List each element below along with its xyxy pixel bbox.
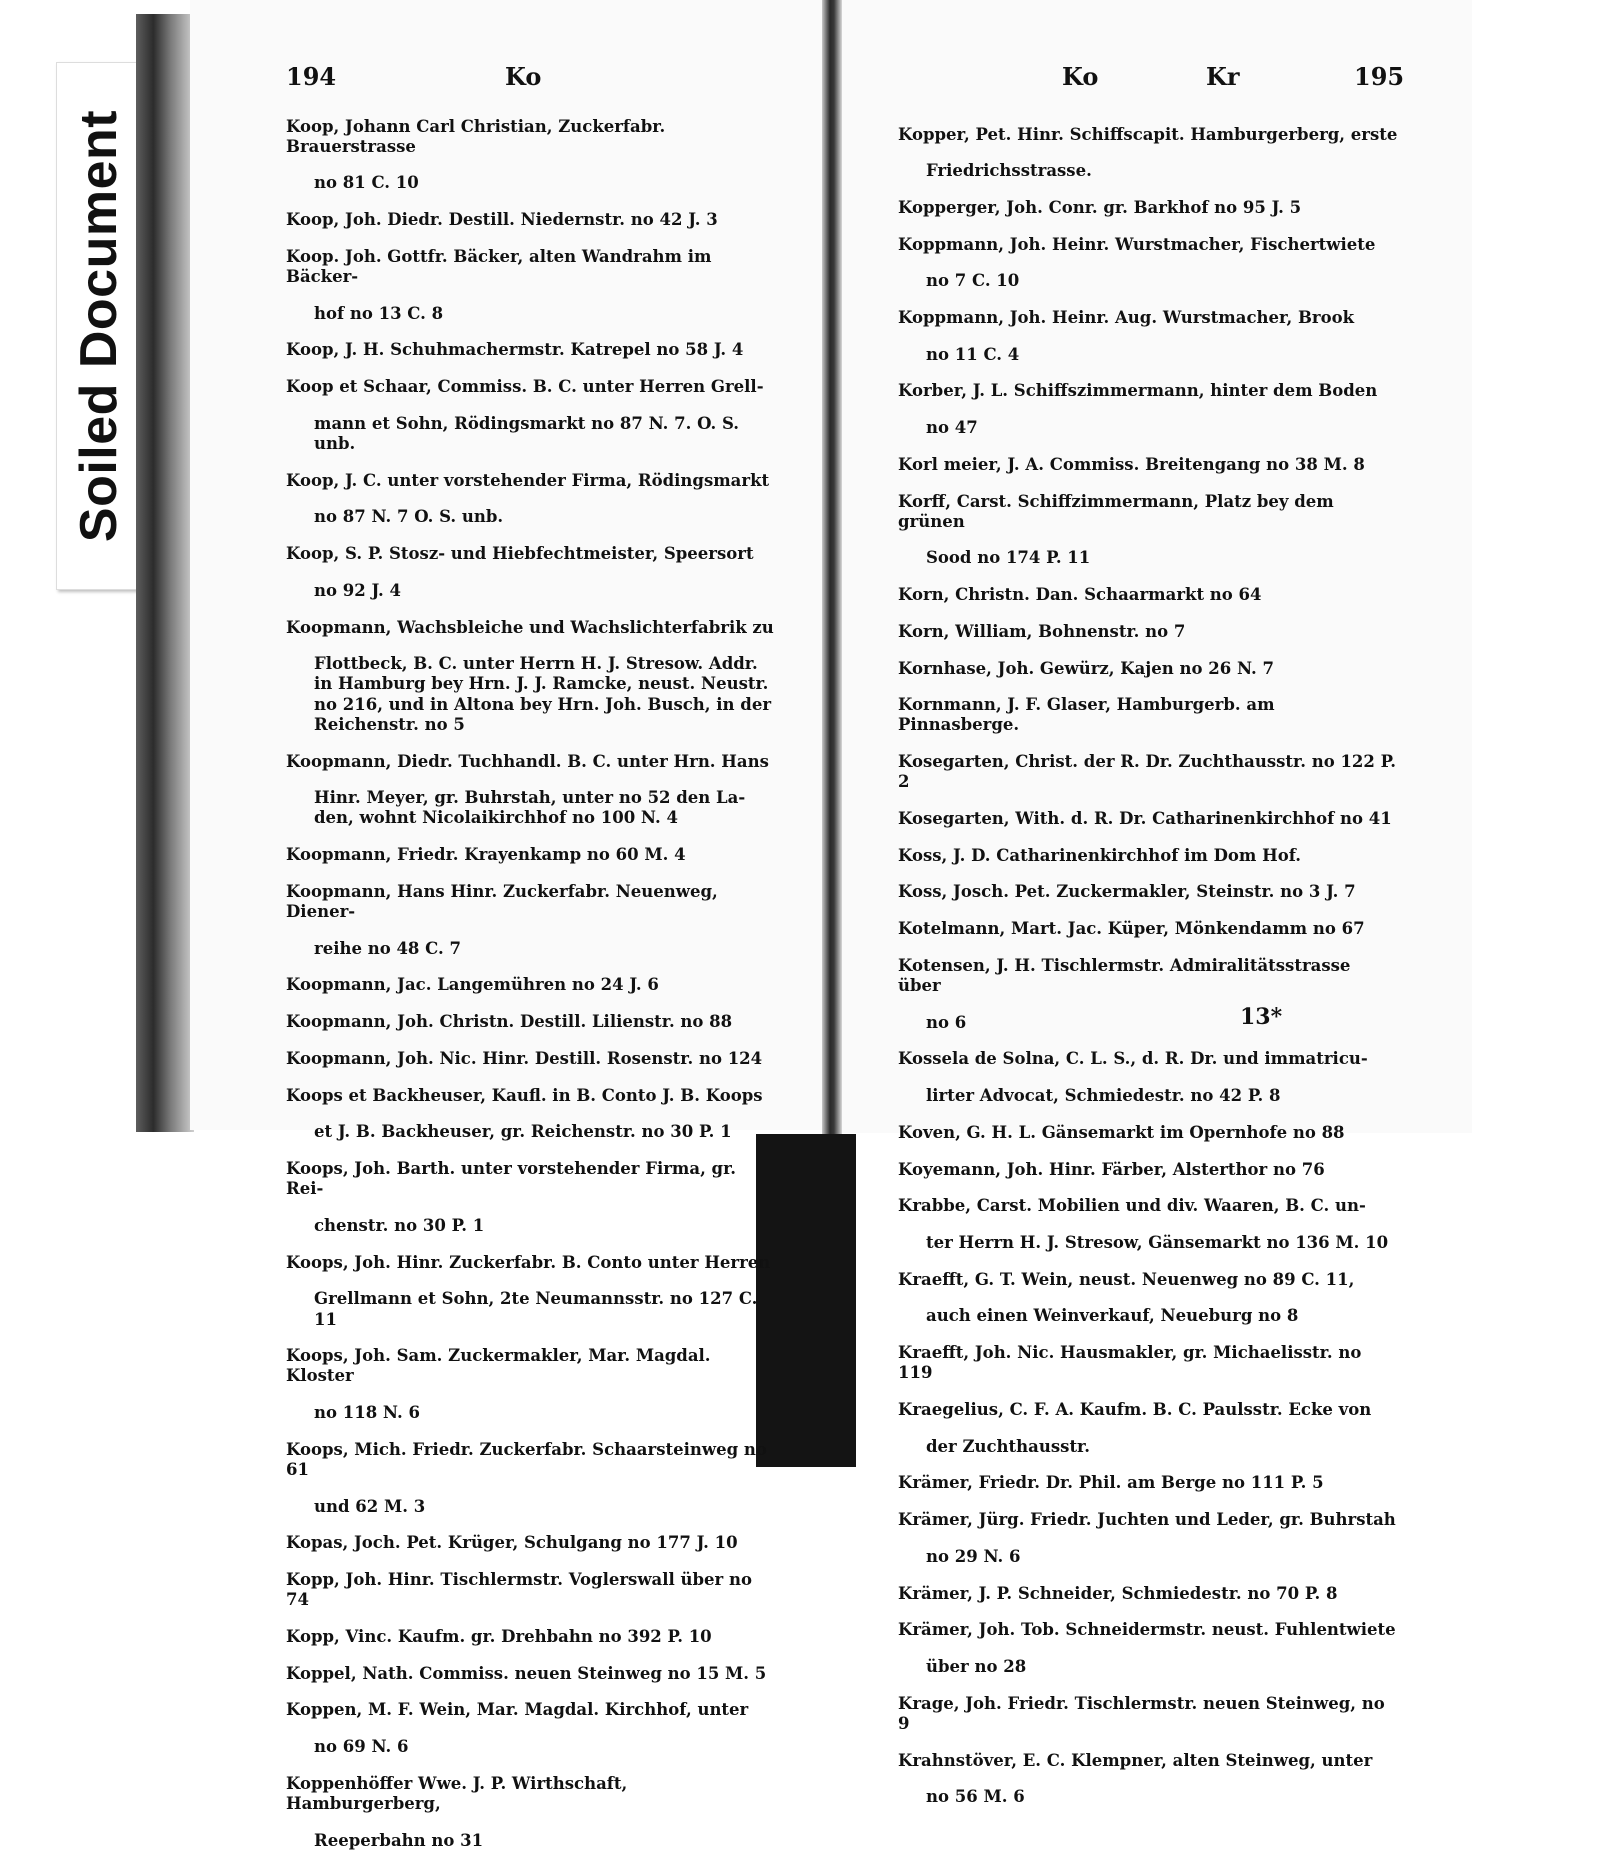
right-page-number: 195 xyxy=(1354,62,1405,91)
entry-continuation: den, wohnt Nicolaikirchhof no 100 N. 4 xyxy=(314,808,678,828)
directory-entry xyxy=(286,1086,776,1143)
entry-line: Krage, Joh. Friedr. Tischlermstr. neuen Steinweg, no 9 xyxy=(898,1693,1385,1733)
entry-continuation: und 62 M. 3 xyxy=(314,1496,426,1516)
directory-entry xyxy=(898,455,1398,475)
left-entry-list xyxy=(286,100,776,1851)
left-page-number: 194 xyxy=(286,62,337,91)
entry-line: Koopmann, Jac. Langemühren no 24 J. 6 xyxy=(286,975,659,995)
directory-entry xyxy=(286,1627,776,1647)
entry-line: Korl meier, J. A. Commiss. Breitengang no 38 M. 8 xyxy=(898,454,1365,474)
entry-line: Koss, J. D. Catharinenkirchhof im Dom Hof. xyxy=(898,845,1301,865)
entry-line: Koops, Joh. Sam. Zuckermakler, Mar. Magdal. Kloster xyxy=(286,1346,711,1386)
signature-mark: 13* xyxy=(1240,1004,1283,1030)
directory-entry xyxy=(286,845,776,865)
directory-entry xyxy=(898,381,1398,438)
directory-entry xyxy=(898,1160,1398,1180)
directory-entry xyxy=(898,809,1398,829)
directory-entry xyxy=(898,659,1398,679)
entry-continuation: no 81 C. 10 xyxy=(314,173,419,193)
directory-entry xyxy=(898,846,1398,866)
directory-entry xyxy=(286,1253,776,1330)
directory-entry xyxy=(286,544,776,601)
entry-line: Krämer, Jürg. Friedr. Juchten und Leder, gr. Buhrstah xyxy=(898,1510,1396,1530)
entry-line: Koppmann, Joh. Heinr. Aug. Wurstmacher, Brook xyxy=(898,308,1355,328)
entry-line: Kossela de Solna, C. L. S., d. R. Dr. und immatricu- xyxy=(898,1049,1368,1069)
directory-entry xyxy=(898,1270,1398,1327)
directory-entry xyxy=(286,1049,776,1069)
entry-continuation: no 216, und in Altona bey Hrn. Joh. Busch, in der xyxy=(314,694,772,714)
soiled-document-label xyxy=(56,62,142,590)
directory-entry xyxy=(898,198,1398,218)
entry-continuation: in Hamburg bey Hrn. J. J. Ramcke, neust. Neustr. xyxy=(314,674,769,694)
entry-continuation: Friedrichsstrasse. xyxy=(926,161,1092,181)
entry-line: Koops et Backheuser, Kaufl. in B. Conto J. B. Koops xyxy=(286,1085,763,1105)
entry-line: Kosegarten, With. d. R. Dr. Catharinenkirchhof no 41 xyxy=(898,809,1392,829)
directory-entry xyxy=(898,125,1398,182)
entry-line: Korff, Carst. Schiffzimmermann, Platz bey dem grünen xyxy=(898,491,1334,531)
entry-line: Koop, S. P. Stosz- und Hiebfechtmeister, Speersort xyxy=(286,544,754,564)
entry-line: Koven, G. H. L. Gänsemarkt im Opernhofe no 88 xyxy=(898,1122,1345,1142)
right-running-head-ko: Ko xyxy=(1062,62,1099,91)
entry-continuation: no 6 xyxy=(926,1012,967,1032)
entry-line: Koops, Joh. Barth. unter vorstehender Firma, gr. Rei- xyxy=(286,1159,737,1199)
entry-continuation: ter Herrn H. J. Stresow, Gänsemarkt no 136 M. 10 xyxy=(926,1233,1389,1252)
entry-line: Koop et Schaar, Commiss. B. C. unter Herren Grell- xyxy=(286,377,764,397)
directory-entry xyxy=(898,956,1398,1033)
entry-line: Koops, Mich. Friedr. Zuckerfabr. Schaarsteinweg no 61 xyxy=(286,1439,767,1480)
entry-continuation: no 47 xyxy=(926,418,978,438)
entry-line: Krabbe, Carst. Mobilien und div. Waaren, B. C. un- xyxy=(898,1196,1366,1216)
directory-entry xyxy=(898,1343,1398,1383)
entry-continuation: mann et Sohn, Rödingsmarkt no 87 N. 7. O. S. unb. xyxy=(314,413,740,454)
book-edge xyxy=(136,14,194,1132)
entry-line: Kopas, Joch. Pet. Krüger, Schulgang no 177 J. 10 xyxy=(286,1533,738,1553)
entry-line: Kotelmann, Mart. Jac. Küper, Mönkendamm no 67 xyxy=(898,919,1365,939)
directory-entry xyxy=(286,1346,776,1423)
directory-entry xyxy=(898,1196,1398,1253)
entry-line: Kraegelius, C. F. A. Kaufm. B. C. Paulsstr. Ecke von xyxy=(898,1400,1372,1420)
entry-line: Kopp, Joh. Hinr. Tischlermstr. Voglerswall über no 74 xyxy=(286,1570,752,1610)
entry-line: Krämer, J. P. Schneider, Schmiedestr. no 70 P. 8 xyxy=(898,1583,1338,1603)
entry-line: Krahnstöver, E. C. Klempner, alten Steinweg, unter xyxy=(898,1750,1373,1770)
entry-line: Kraefft, Joh. Nic. Hausmakler, gr. Michaelisstr. no 119 xyxy=(898,1343,1362,1383)
directory-entry xyxy=(286,882,776,959)
entry-line: Koop, Joh. Diedr. Destill. Niedernstr. no 42 J. 3 xyxy=(286,210,718,230)
entry-continuation: Flottbeck, B. C. unter Herrn H. J. Stresow. Addr. xyxy=(314,654,758,674)
directory-entry xyxy=(898,1751,1398,1808)
entry-line: Kosegarten, Christ. der R. Dr. Zuchthausstr. no 122 P. 2 xyxy=(898,752,1397,792)
directory-entry xyxy=(286,1159,776,1236)
entry-continuation: no 11 C. 4 xyxy=(926,344,1020,364)
directory-entry xyxy=(898,1400,1398,1457)
directory-entry xyxy=(286,471,776,528)
entry-line: Koop. Joh. Gottfr. Bäcker, alten Wandrahm im Bäcker- xyxy=(286,246,712,287)
directory-entry xyxy=(898,492,1398,569)
directory-entry xyxy=(286,377,776,454)
directory-entry xyxy=(898,1620,1398,1677)
entry-line: Koppen, M. F. Wein, Mar. Magdal. Kirchhof, unter xyxy=(286,1700,749,1720)
directory-entry xyxy=(898,308,1398,365)
entry-line: Koop, Johann Carl Christian, Zuckerfabr. Brauerstrasse xyxy=(286,116,666,156)
directory-entry xyxy=(286,1664,776,1684)
directory-entry xyxy=(286,1570,776,1610)
entry-continuation: hof no 13 C. 8 xyxy=(314,303,444,323)
entry-line: Koops, Joh. Hinr. Zuckerfabr. B. Conto unter Herren xyxy=(286,1252,771,1272)
entry-continuation: chenstr. no 30 P. 1 xyxy=(314,1215,485,1235)
entry-continuation: reihe no 48 C. 7 xyxy=(314,938,461,958)
entry-continuation: no 7 C. 10 xyxy=(926,271,1020,291)
directory-entry xyxy=(286,1700,776,1757)
directory-entry xyxy=(286,1533,776,1553)
entry-line: Koop, J. H. Schuhmachermstr. Katrepel no 58 J. 4 xyxy=(286,340,744,360)
directory-entry xyxy=(898,1123,1398,1143)
entry-line: Koopmann, Diedr. Tuchhandl. B. C. unter Hrn. Hans xyxy=(286,751,769,771)
directory-entry xyxy=(898,695,1398,735)
entry-line: Korn, Christn. Dan. Schaarmarkt no 64 xyxy=(898,585,1262,605)
directory-entry xyxy=(286,752,776,829)
directory-entry xyxy=(898,622,1398,642)
entry-line: Kornhase, Joh. Gewürz, Kajen no 26 N. 7 xyxy=(898,658,1274,678)
entry-continuation: auch einen Weinverkauf, Neueburg no 8 xyxy=(926,1306,1299,1326)
directory-entry xyxy=(898,1510,1398,1567)
entry-line: Krämer, Friedr. Dr. Phil. am Berge no 111 P. 5 xyxy=(898,1473,1324,1493)
directory-entry xyxy=(286,210,776,230)
entry-continuation: no 87 N. 7 O. S. unb. xyxy=(314,507,504,527)
entry-continuation: lirter Advocat, Schmiedestr. no 42 P. 8 xyxy=(926,1086,1281,1106)
entry-line: Kornmann, J. F. Glaser, Hamburgerb. am Pinnasberge. xyxy=(898,695,1275,735)
entry-line: Korn, William, Bohnenstr. no 7 xyxy=(898,621,1186,641)
directory-entry xyxy=(286,618,776,736)
book-gutter xyxy=(822,0,842,1134)
right-entry-list xyxy=(898,108,1398,1807)
directory-entry xyxy=(286,1012,776,1032)
directory-entry xyxy=(898,1694,1398,1734)
entry-line: Koss, Josch. Pet. Zuckermakler, Steinstr. no 3 J. 7 xyxy=(898,882,1356,902)
directory-entry xyxy=(898,1049,1398,1106)
right-running-head-kr: Kr xyxy=(1206,62,1240,91)
directory-entry xyxy=(286,247,776,324)
entry-line: Krämer, Joh. Tob. Schneidermstr. neust. Fuhlentwiete xyxy=(898,1620,1396,1640)
directory-entry xyxy=(898,585,1398,605)
entry-continuation: Reichenstr. no 5 xyxy=(314,714,465,734)
entry-line: Kopper, Pet. Hinr. Schiffscapit. Hamburgerberg, erste xyxy=(898,124,1398,144)
entry-line: Koopmann, Hans Hinr. Zuckerfabr. Neuenweg, Diener- xyxy=(286,881,718,922)
entry-line: Koppel, Nath. Commiss. neuen Steinweg no 15 M. 5 xyxy=(286,1663,767,1683)
directory-entry xyxy=(286,1774,776,1851)
directory-entry xyxy=(898,882,1398,902)
entry-line: Korber, J. L. Schiffszimmermann, hinter dem Boden xyxy=(898,381,1378,401)
entry-continuation: et J. B. Backheuser, gr. Reichenstr. no 30 P. 1 xyxy=(314,1122,732,1142)
entry-line: Koopmann, Joh. Christn. Destill. Lilienstr. no 88 xyxy=(286,1012,733,1032)
label-text: Soiled Document xyxy=(70,109,128,543)
entry-continuation: Hinr. Meyer, gr. Buhrstah, unter no 52 den La- xyxy=(314,788,746,808)
entry-line: Koopmann, Wachsbleiche und Wachslichterfabrik zu xyxy=(286,617,774,637)
entry-line: Koppmann, Joh. Heinr. Wurstmacher, Fischertwiete xyxy=(898,234,1376,254)
directory-entry xyxy=(898,919,1398,939)
entry-continuation: no 69 N. 6 xyxy=(314,1737,409,1757)
entry-line: Kotensen, J. H. Tischlermstr. Admiralitätsstrasse über xyxy=(898,955,1351,996)
entry-line: Kopp, Vinc. Kaufm. gr. Drehbahn no 392 P. 10 xyxy=(286,1627,712,1647)
entry-continuation: über no 28 xyxy=(926,1656,1027,1676)
entry-continuation: no 92 J. 4 xyxy=(314,580,401,600)
directory-entry xyxy=(286,975,776,995)
entry-continuation: Reeperbahn no 31 xyxy=(314,1830,484,1850)
entry-line: Kopperger, Joh. Conr. gr. Barkhof no 95 J. 5 xyxy=(898,197,1302,217)
entry-continuation: der Zuchthausstr. xyxy=(926,1436,1090,1456)
directory-entry xyxy=(286,117,776,194)
directory-entry xyxy=(898,1473,1398,1493)
entry-line: Kraefft, G. T. Wein, neust. Neuenweg no 89 C. 11, xyxy=(898,1269,1355,1289)
directory-entry xyxy=(898,235,1398,292)
directory-entry xyxy=(898,1584,1398,1604)
entry-continuation: no 56 M. 6 xyxy=(926,1787,1025,1807)
directory-entry xyxy=(898,752,1398,792)
left-running-head: Ko xyxy=(505,62,542,91)
entry-line: Koopmann, Friedr. Krayenkamp no 60 M. 4 xyxy=(286,845,686,865)
entry-continuation: no 118 N. 6 xyxy=(314,1403,420,1423)
entry-line: Koop, J. C. unter vorstehender Firma, Rödingsmarkt xyxy=(286,470,770,490)
entry-continuation: Sood no 174 P. 11 xyxy=(926,548,1091,568)
directory-entry xyxy=(286,1440,776,1517)
entry-continuation: Grellmann et Sohn, 2te Neumannsstr. no 127 C. 11 xyxy=(314,1289,758,1329)
directory-entry xyxy=(286,340,776,360)
entry-continuation: no 29 N. 6 xyxy=(926,1546,1021,1566)
entry-line: Koyemann, Joh. Hinr. Färber, Alsterthor no 76 xyxy=(898,1159,1325,1179)
entry-line: Koopmann, Joh. Nic. Hinr. Destill. Rosenstr. no 124 xyxy=(286,1048,763,1068)
entry-line: Koppenhöffer Wwe. J. P. Wirthschaft, Hamburgerberg, xyxy=(286,1773,628,1814)
